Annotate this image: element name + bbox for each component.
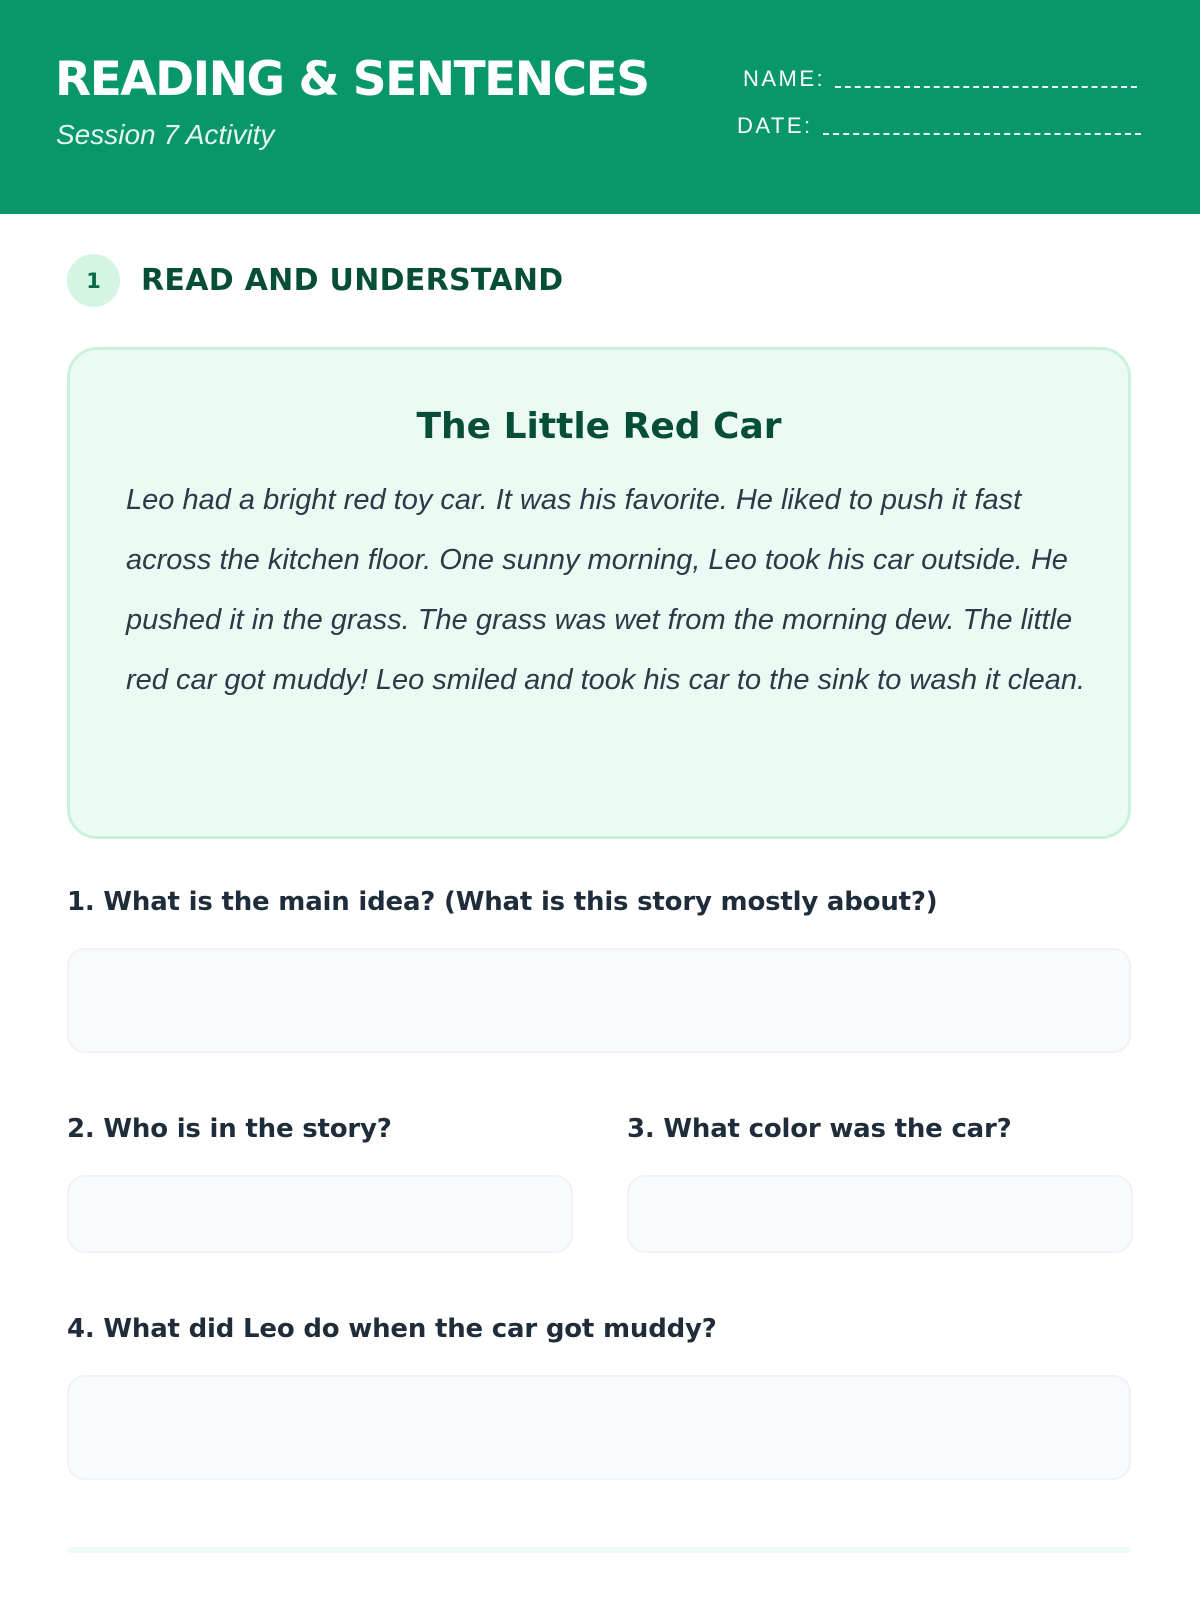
answer-box-1[interactable] [67,948,1131,1053]
worksheet-subtitle: Session 7 Activity [56,119,275,150]
worksheet-header [0,0,1200,214]
section-heading [67,254,563,307]
worksheet-title: READING & SENTENCES [55,52,649,107]
date-blank-line[interactable] [823,133,1141,135]
name-blank-line[interactable] [835,86,1137,88]
question-2: 2. Who is in the story? [67,1114,392,1144]
section-number-badge: 1 [67,254,120,307]
date-label: DATE: [737,113,813,138]
bottom-divider [67,1547,1131,1553]
question-3: 3. What color was the car? [627,1114,1012,1144]
date-field [737,113,1141,139]
story-text: Leo had a bright red toy car. It was his favorite. He liked to push it fast across the kitchen floor. One sunny morning, Leo took his car outside. He pushed it in the grass. The grass was wet from the morning dew. The little red car got muddy! Leo smiled and took his car to the sink to wash it clean. [126,484,1086,696]
section-title: READ AND UNDERSTAND [141,263,564,298]
question-4: 4. What did Leo do when the car got muddy? [67,1314,717,1344]
answer-box-3[interactable] [627,1175,1133,1253]
name-field [743,66,1137,92]
story-box [67,347,1131,839]
answer-box-2[interactable] [67,1175,573,1253]
answer-box-4[interactable] [67,1375,1131,1480]
name-label: NAME: [743,66,826,91]
story-title: The Little Red Car [416,406,782,447]
question-1: 1. What is the main idea? (What is this story mostly about?) [67,887,938,917]
